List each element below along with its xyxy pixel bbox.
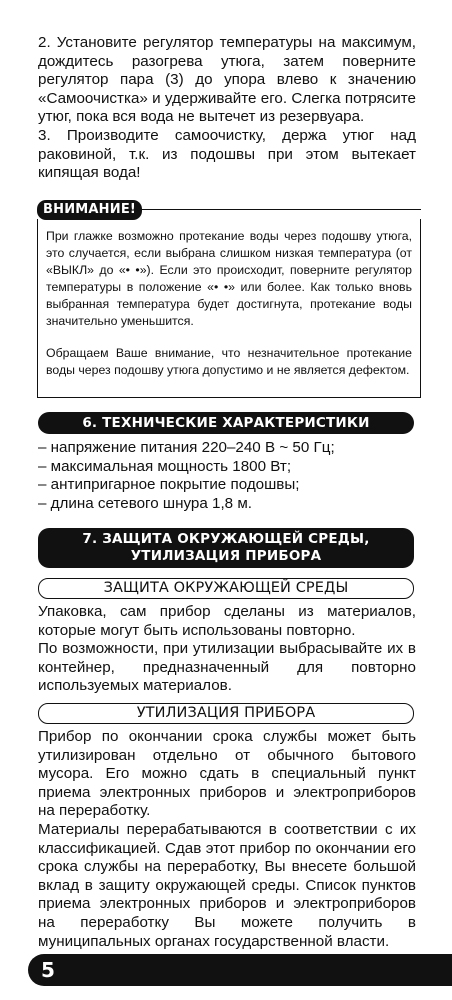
- disposal-paragraph-2: Материалы перерабатываются в соответствии с их классификацией. Сдав этот прибор по окончании его срока службы на переработку, Вы внесете большой вклад в защиту окружающей среды. Список пунктов приема электронных приборов и электроприборов на переработку Вы можете получить в муниципальных органах государственной власти.: [38, 820, 416, 950]
- list-item: – антипригарное покрытие подошвы;: [38, 476, 300, 494]
- protect-text: [38, 603, 416, 696]
- cleaning-steps: [38, 34, 416, 183]
- warning-rule: [137, 209, 421, 210]
- environment-heading-line-2: УТИЛИЗАЦИЯ ПРИБОРА: [130, 548, 322, 564]
- warning-badge: ВНИМАНИЕ!: [37, 200, 142, 220]
- warning-paragraph-1: При глажке возможно протекание воды через подошву утюга, это случается, если выбрана слишком низкая температура (от «ВЫКЛ» до «• •»). Если это происходит, поверните регулятор температуры в положение «• •» или более. Как только вновь выбранная температура будет достигнута, протекание воды значительно уменьшится.: [46, 229, 412, 328]
- warning-box: [37, 219, 421, 398]
- environment-heading: [38, 528, 414, 568]
- disposal-text: [38, 728, 416, 951]
- tech-specs-heading: 6. ТЕХНИЧЕСКИЕ ХАРАКТЕРИСТИКИ: [38, 412, 414, 434]
- step-2-text: 2. Установите регулятор температуры на максимум, дождитесь разогрева утюга, затем поверните регулятор пара (3) до упора влево к значению «Самоочистка» и удерживайте его. Слегка потрясите утюг, пока вся вода не вытечет из резервуара.: [38, 34, 416, 126]
- protect-paragraph-1: Упаковка, сам прибор сделаны из материалов, которые могут быть использованы повторно.: [38, 603, 416, 639]
- tech-specs-list: [38, 439, 416, 513]
- warning-paragraph-2: Обращаем Ваше внимание, что незначительное протекание воды через подошву утюга допустимо и не является дефектом.: [46, 346, 412, 377]
- protect-paragraph-2: По возможности, при утилизации выбрасывайте их в контейнер, предназначенный для повторно используемых материалов.: [38, 640, 416, 695]
- disposal-paragraph-1: Прибор по окончании срока службы может быть утилизирован отдельно от обычного бытового мусора. Его можно сдать в специальный пункт приема электронных приборов и электроприборов на переработку.: [38, 728, 416, 820]
- warning-header: [37, 200, 421, 220]
- list-item: – максимальная мощность 1800 Вт;: [38, 457, 292, 475]
- step-3-text: 3. Производите самоочистку, держа утюг над раковиной, т.к. из подошвы при этом вытекает кипящая вода!: [38, 126, 416, 182]
- page-number-tab: [28, 954, 452, 986]
- protect-subheading: ЗАЩИТА ОКРУЖАЮЩЕЙ СРЕДЫ: [38, 578, 414, 599]
- disposal-subheading: УТИЛИЗАЦИЯ ПРИБОРА: [38, 703, 414, 724]
- environment-heading-line-1: 7. ЗАЩИТА ОКРУЖАЮЩЕЙ СРЕДЫ,: [82, 531, 370, 547]
- list-item: – напряжение питания 220–240 В ~ 50 Гц;: [38, 439, 335, 456]
- list-item: – длина сетевого шнура 1,8 м.: [38, 494, 253, 512]
- page-number: 5: [41, 958, 55, 982]
